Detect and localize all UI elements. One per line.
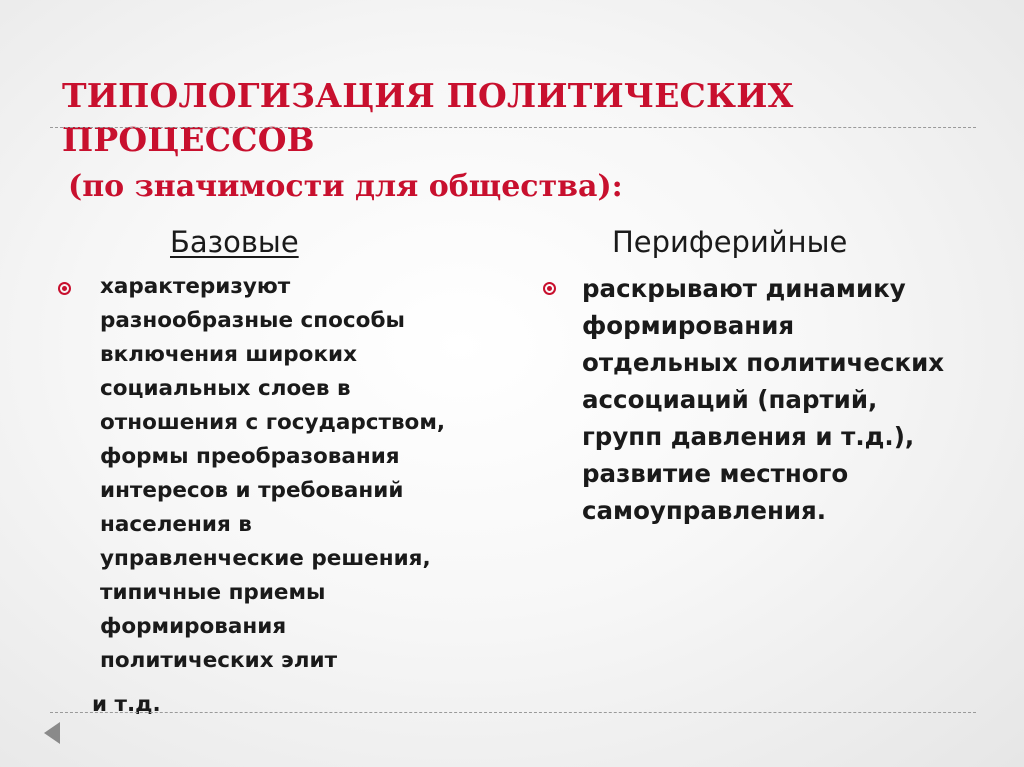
top-divider [50, 127, 976, 128]
slide-title-line-2: ПРОЦЕССОВ [62, 120, 315, 159]
right-body-line: отдельных политических [582, 348, 945, 377]
triangle-left-icon[interactable] [44, 722, 60, 744]
right-body-line: самоуправления. [582, 496, 827, 525]
slide-title [62, 74, 882, 162]
slide-subtitle: (по значимости для общества): [68, 169, 623, 204]
left-column-heading [170, 224, 299, 260]
left-body-line: населения в [100, 512, 252, 537]
left-body-line: формы преобразования [100, 444, 400, 469]
left-body-line: включения широких [100, 342, 357, 367]
right-body-line: групп давления и т.д.), [582, 422, 915, 451]
left-body-line: социальных слоев в [100, 376, 351, 401]
left-column-body [100, 270, 500, 678]
left-body-line: отношения с государством, [100, 410, 446, 435]
left-body-line: характеризуют [100, 274, 291, 299]
left-body-line: интересов и требований [100, 478, 404, 503]
left-body-line: формирования [100, 614, 287, 639]
circle-bullet-icon [58, 282, 71, 295]
left-body-line: разнообразные способы [100, 308, 405, 333]
right-body-line: развитие местного [582, 459, 849, 488]
left-body-line: управленческие решения, [100, 546, 431, 571]
right-body-line: формирования [582, 311, 795, 340]
slide-title-line-1: ТИПОЛОГИЗАЦИЯ ПОЛИТИЧЕСКИХ [62, 76, 794, 115]
right-body-line: раскрывают динамику [582, 274, 906, 303]
bottom-divider [50, 712, 976, 713]
left-column-heading-text: Базовые [170, 225, 299, 259]
right-column-heading: Периферийные [612, 225, 848, 259]
right-column-body [582, 270, 992, 529]
left-body-line: политических элит [100, 648, 338, 673]
circle-bullet-icon [543, 282, 556, 295]
right-body-line: ассоциаций (партий, [582, 385, 878, 414]
left-body-line: типичные приемы [100, 580, 326, 605]
left-column-tail: и т.д. [92, 692, 161, 717]
